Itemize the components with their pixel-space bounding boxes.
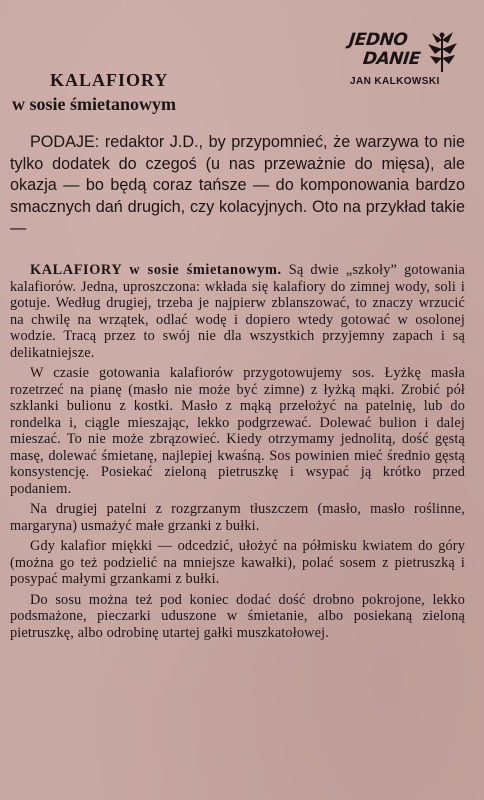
column-logo bbox=[348, 30, 460, 92]
article-body bbox=[10, 262, 465, 645]
logo-line-2: DANIE bbox=[362, 49, 422, 69]
recipe-name: KALAFIORY w sosie śmietanowym. bbox=[30, 262, 282, 278]
logo-title bbox=[346, 32, 430, 68]
paragraph-recipe-intro bbox=[10, 262, 465, 361]
herb-sprig-icon bbox=[424, 30, 460, 74]
logo-line-1: JEDNO bbox=[348, 30, 409, 50]
paragraph-sauce: W czasie gotowania kalafiorów przygotowujemy sos. Łyżkę masła rozetrzeć na pianę (masło nie może być zimne) z łyżką mąki. Zrobić pół szklanki bulionu z kostki. Masło z mąką przełożyć na patelnię, lub do rondelka i, ciągle mieszając, lekko podgrzewać. Dolewać bulion i dalej mieszać. To nie może zbrązowieć. Kiedy otrzymamy jednolitą, dość gęstą masę, dolewać śmietanę, najlepiej kwaśną. Sos powinien mieć średnio gęstą konsystencję. Posiekać zieloną pietruszkę i wsypać ją krótko przed podaniem. bbox=[10, 365, 465, 497]
paragraph-1-text: Są dwie „szkoły” gotowania kalafiorów. Jedna, uproszczona: wkłada się kalafiory do zimnej wody, soli i gotuje. Według drugiej, trzeba je najpierw zblanszować, to znaczy wrzucić na chwilę na wrzątek, odlać wodę i dopiero wtedy gotować w osolonej wodzie. Tracą przez to swój nie dla wszystkich przyjemny zapach i są delikatniejsze. bbox=[10, 262, 465, 361]
paragraph-serving: Gdy kalafior miękki — odcedzić, ułożyć na półmisku kwiatem do góry (można go też podzielić na mniejsze kawałki), polać sosem z pietruszką i posypać małymi grzankami z bułki. bbox=[10, 538, 465, 587]
paragraph-croutons: Na drugiej patelni z rozgrzanym tłuszczem (masło, masło roślinne, margaryna) usmażyć małe grzanki z bułki. bbox=[10, 501, 465, 534]
article-title: KALAFIORY bbox=[50, 70, 169, 90]
article-lead: PODAJE: redaktor J.D., by przypomnieć, że warzywa to nie tylko dodatek do czegoś (u nas przeważnie do mięsa), ale okazja — bo będą coraz tańsze — do komponowania bardzo smacznych dań drugich, czy kolacyjnych. Oto na przykład takie — bbox=[10, 133, 465, 237]
paragraph-variations: Do sosu można też pod koniec dodać dość drobno pokrojone, lekko podsmażone, pieczarki uduszone w śmietanie, albo posiekaną zieloną pietruszkę, albo odrobinę utartej gałki muszkatołowej. bbox=[10, 591, 465, 641]
column-author: JAN KALKOWSKI bbox=[350, 76, 440, 87]
article-subtitle: w sosie śmietanowym bbox=[12, 94, 176, 114]
